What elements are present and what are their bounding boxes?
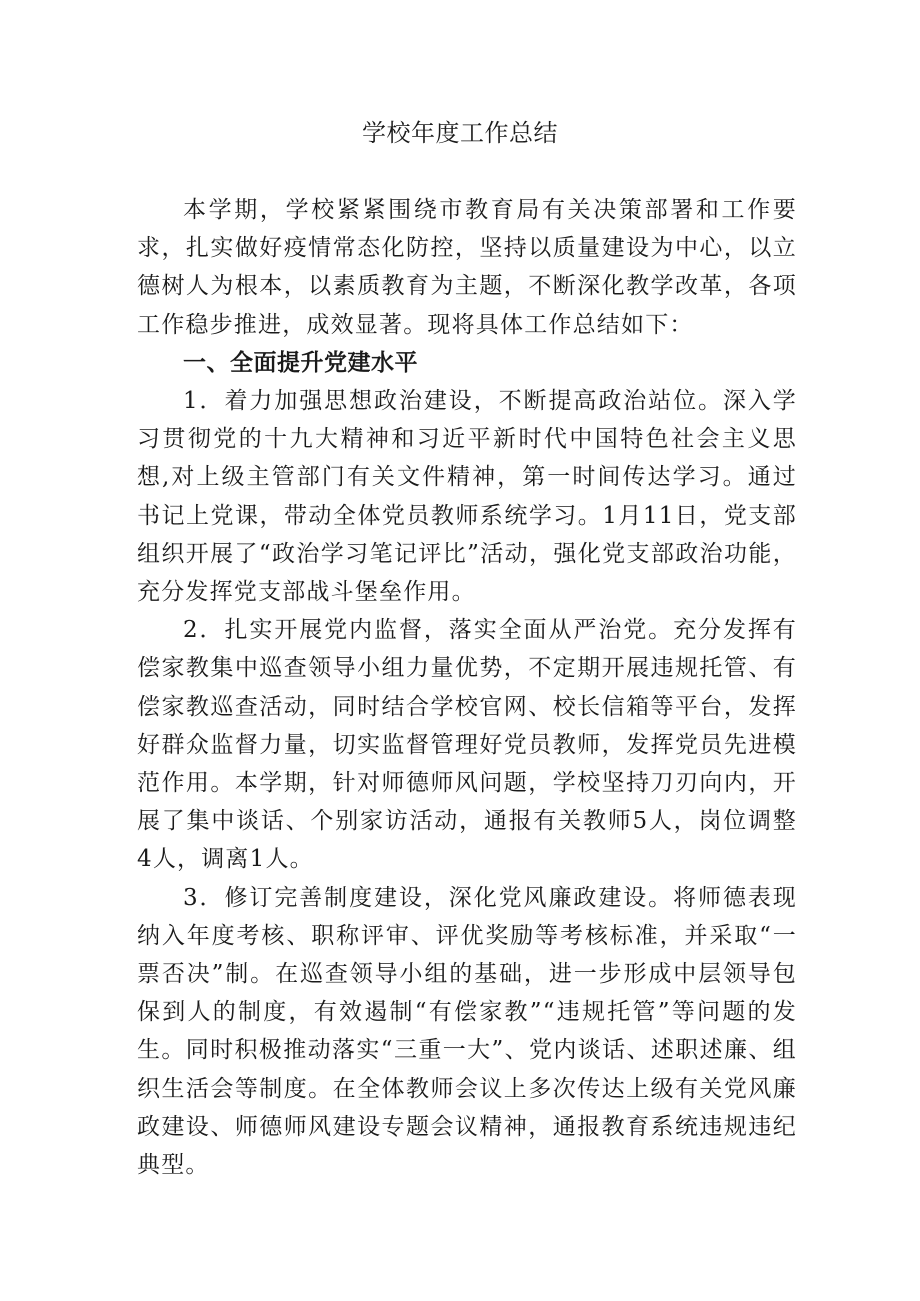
intro-paragraph: 本学期，学校紧紧围绕市教育局有关决策部署和工作要求，扎实做好疫情常态化防控，坚持以质量建设为中心，以立德树人为根本，以素质教育为主题，不断深化教学改革，各项工作稳步推进，成效显著。现将具体工作总结如下： [137, 197, 797, 338]
document-body [137, 191, 797, 1184]
item-paragraph-3: 3．修订完善制度建设，深化党风廉政建设。将师德表现纳入年度考核、职称评审、评优奖励等考核标准，并采取“一票否决”制。在巡查领导小组的基础，进一步形成中层领导包保到人的制度，有效遏制“有偿家教”“违规托管”等问题的发生。同时积极推动落实“三重一大”、党内谈话、述职述廉、组织生活会等制度。在全体教师会议上多次传达上级有关党风廉政建设、师德师风建设专题会议精神，通报教育系统违规违纪典型。 [137, 884, 797, 1179]
section-heading: 一、全面提升党建水平 [183, 349, 418, 376]
document-title: 学校年度工作总结 [362, 119, 558, 147]
item-paragraph-1: 1．着力加强思想政治建设，不断提高政治站位。深入学习贯彻党的十九大精神和习近平新时代中国特色社会主义思想,对上级主管部门有关文件精神，第一时间传达学习。通过书记上党课，带动全体党员教师系统学习。1月11日，党支部组织开展了“政治学习笔记评比”活动，强化党支部政治功能，充分发挥党支部战斗堡垒作用。 [137, 388, 797, 606]
item-paragraph-2: 2．扎实开展党内监督，落实全面从严治党。充分发挥有偿家教集中巡查领导小组力量优势，不定期开展违规托管、有偿家教巡查活动，同时结合学校官网、校长信箱等平台，发挥好群众监督力量，切实监督管理好党员教师，发挥党员先进模范作用。本学期，针对师德师风问题，学校坚持刀刃向内，开展了集中谈话、个别家访活动，通报有关教师5人，岗位调整4人，调离1人。 [137, 617, 797, 873]
